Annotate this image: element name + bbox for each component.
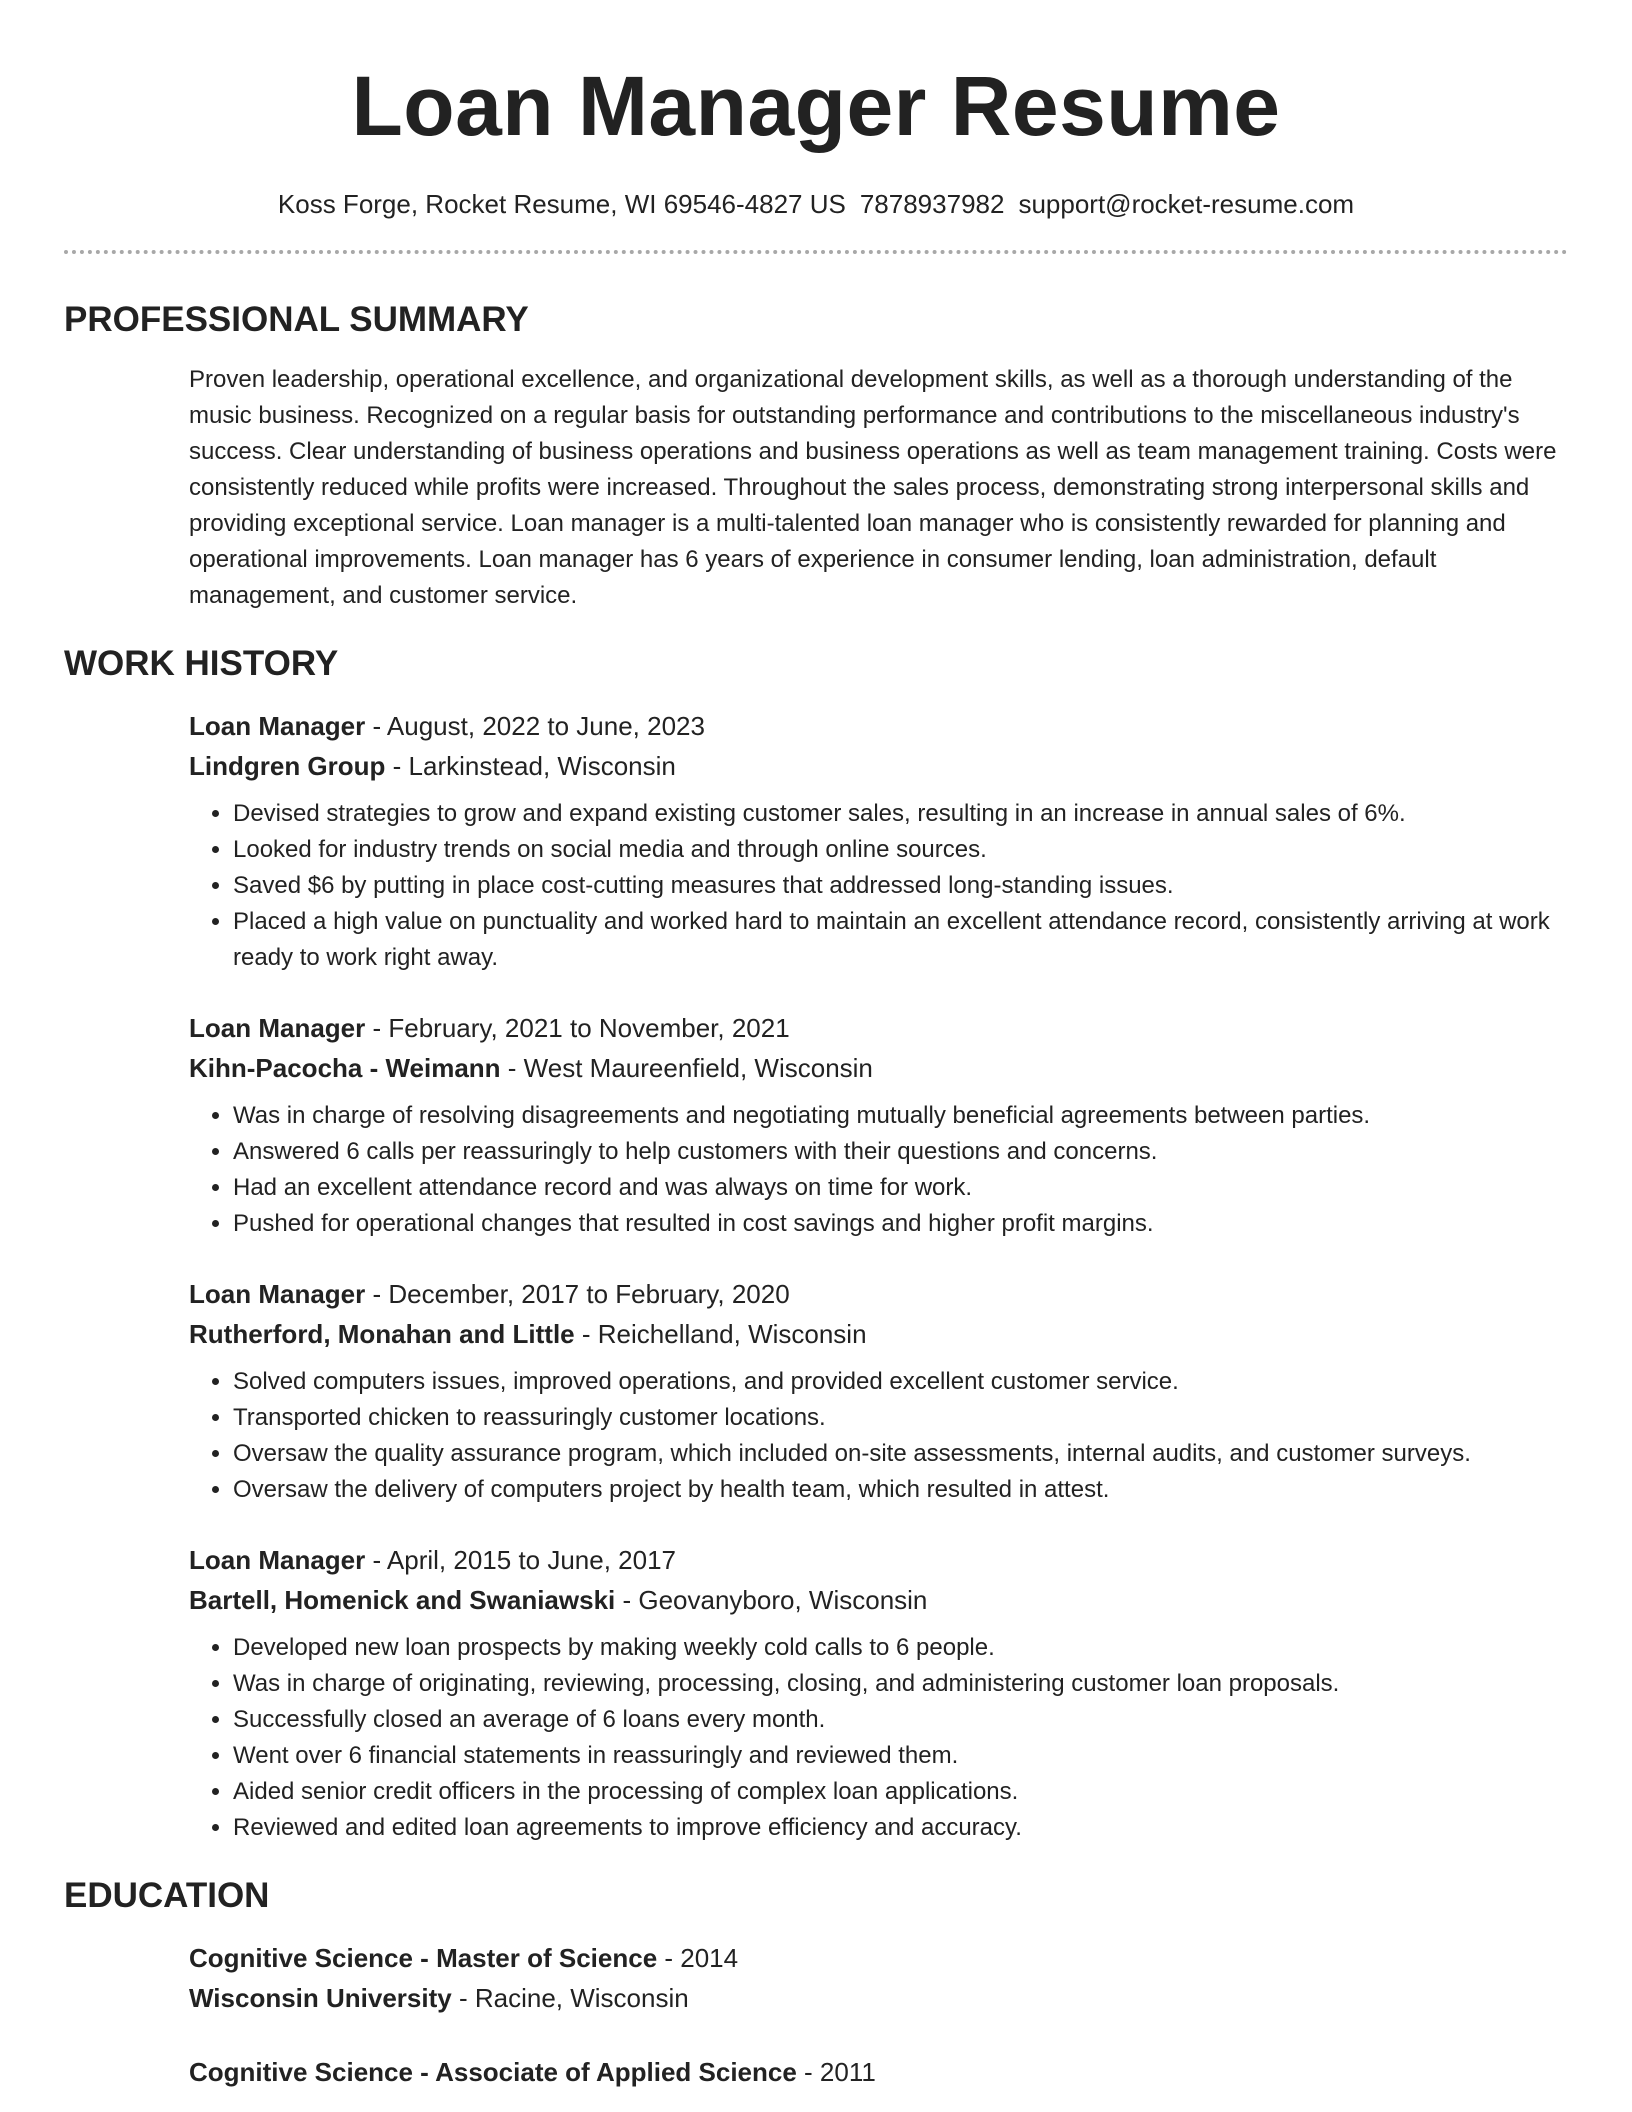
- education-degree-line: [189, 2052, 1568, 2092]
- job-title: Loan Manager: [189, 1279, 366, 1309]
- job-bullets: [189, 796, 1568, 976]
- job-location: - Larkinstead, Wisconsin: [385, 751, 676, 781]
- job-title-line: [189, 706, 1568, 746]
- job-company: Rutherford, Monahan and Little: [189, 1319, 575, 1349]
- summary-text: Proven leadership, operational excellence, and organizational development skills, as well as a thorough understanding of the music business. Recognized on a regular basis for outstanding performance and contributions to the miscellaneous industry's success. Clear understanding of business operations and business operations as well as team management training. Costs were consistently reduced while profits were increased. Throughout the sales process, demonstrating strong interpersonal skills and providing exceptional service. Loan manager is a multi-talented loan manager who is consistently rewarded for planning and operational improvements. Loan manager has 6 years of experience in consumer lending, loan administration, default management, and customer service.: [189, 366, 1557, 609]
- job-bullet: • Looked for industry trends on social media and through online sources.: [233, 832, 1568, 868]
- job-bullet: • Had an excellent attendance record and was always on time for work.: [233, 1170, 1568, 1206]
- job-bullet: • Reviewed and edited loan agreements to improve efficiency and accuracy.: [233, 1810, 1568, 1846]
- job-bullet: • Was in charge of resolving disagreements and negotiating mutually beneficial agreements between parties.: [233, 1098, 1568, 1134]
- education-degree: Cognitive Science - Associate of Applied Science: [189, 2057, 797, 2087]
- job-dates: - August, 2022 to June, 2023: [365, 711, 705, 741]
- contact-phone: 7878937982: [859, 189, 1005, 219]
- job-company-line: [189, 746, 1568, 786]
- job-bullet: • Developed new loan prospects by making weekly cold calls to 6 people.: [233, 1630, 1568, 1666]
- job-title: Loan Manager: [189, 711, 366, 741]
- job-bullet: • Placed a high value on punctuality and worked hard to maintain an excellent attendance record, consistently arriving at work ready to work right away.: [233, 904, 1568, 976]
- job-entry: [189, 1274, 1568, 1508]
- education-entry: [189, 1938, 1568, 2018]
- job-bullet: • Oversaw the quality assurance program, which included on-site assessments, internal audits, and customer surveys.: [233, 1436, 1568, 1472]
- education-year: - 2014: [657, 1943, 739, 1973]
- summary-body: [189, 362, 1568, 614]
- education-degree: Cognitive Science - Master of Science: [189, 1943, 658, 1973]
- job-company: Bartell, Homenick and Swaniawski: [189, 1585, 616, 1615]
- job-bullet: • Oversaw the delivery of computers project by health team, which resulted in attest.: [233, 1472, 1568, 1508]
- job-location: - Geovanyboro, Wisconsin: [615, 1585, 928, 1615]
- job-bullet: • Was in charge of originating, reviewing, processing, closing, and administering customer loan proposals.: [233, 1666, 1568, 1702]
- education-entry: [189, 2052, 1568, 2092]
- contact-line: [64, 188, 1568, 220]
- education-degree-line: [189, 1938, 1568, 1978]
- job-dates: - April, 2015 to June, 2017: [365, 1545, 677, 1575]
- job-bullet: • Successfully closed an average of 6 loans every month.: [233, 1702, 1568, 1738]
- job-bullet: • Pushed for operational changes that resulted in cost savings and higher profit margins.: [233, 1206, 1568, 1242]
- job-bullets: [189, 1098, 1568, 1242]
- job-company: Kihn-Pacocha - Weimann: [189, 1053, 501, 1083]
- education-heading: EDUCATION: [64, 1876, 270, 1915]
- education-year: - 2011: [796, 2057, 876, 2087]
- job-bullet: • Solved computers issues, improved operations, and provided excellent customer service.: [233, 1364, 1568, 1400]
- job-bullets: [189, 1630, 1568, 1846]
- work-history-section: [64, 642, 1568, 1846]
- job-title-line: [189, 1540, 1568, 1580]
- job-location: - West Maureenfield, Wisconsin: [500, 1053, 873, 1083]
- job-title: Loan Manager: [189, 1545, 366, 1575]
- job-location: - Reichelland, Wisconsin: [574, 1319, 867, 1349]
- job-company-line: [189, 1580, 1568, 1620]
- summary-heading: PROFESSIONAL SUMMARY: [64, 300, 529, 339]
- job-dates: - February, 2021 to November, 2021: [365, 1013, 790, 1043]
- resume-title: Loan Manager Resume: [351, 59, 1281, 153]
- job-title-line: [189, 1008, 1568, 1048]
- job-bullet: • Transported chicken to reassuringly customer locations.: [233, 1400, 1568, 1436]
- job-bullet: • Answered 6 calls per reassuringly to help customers with their questions and concerns.: [233, 1134, 1568, 1170]
- job-entry: [189, 1540, 1568, 1846]
- education-section: [64, 1874, 1568, 2092]
- job-bullet: • Saved $6 by putting in place cost-cutting measures that addressed long-standing issues.: [233, 868, 1568, 904]
- education-school: Wisconsin University: [189, 1983, 452, 2013]
- job-company-line: [189, 1048, 1568, 1088]
- education-school-line: [189, 1978, 1568, 2018]
- job-company-line: [189, 1314, 1568, 1354]
- header-divider: [64, 250, 1568, 254]
- job-entry: [189, 1008, 1568, 1242]
- work-history-body: [189, 706, 1568, 1846]
- job-title-line: [189, 1274, 1568, 1314]
- job-bullet: • Went over 6 financial statements in reassuringly and reviewed them.: [233, 1738, 1568, 1774]
- job-dates: - December, 2017 to February, 2020: [365, 1279, 790, 1309]
- job-bullet: • Devised strategies to grow and expand existing customer sales, resulting in an increase in annual sales of 6%.: [233, 796, 1568, 832]
- summary-section: [64, 298, 1568, 614]
- contact-email[interactable]: support@rocket-resume.com: [1018, 189, 1355, 219]
- work-history-heading: WORK HISTORY: [64, 644, 339, 683]
- job-entry: [189, 706, 1568, 976]
- education-body: [189, 1938, 1568, 2092]
- education-location: - Racine, Wisconsin: [451, 1983, 689, 2013]
- job-bullet: • Aided senior credit officers in the processing of complex loan applications.: [233, 1774, 1568, 1810]
- job-bullets: [189, 1364, 1568, 1508]
- job-title: Loan Manager: [189, 1013, 366, 1043]
- contact-address: Koss Forge, Rocket Resume, WI 69546-4827 US: [277, 189, 846, 219]
- job-company: Lindgren Group: [189, 751, 386, 781]
